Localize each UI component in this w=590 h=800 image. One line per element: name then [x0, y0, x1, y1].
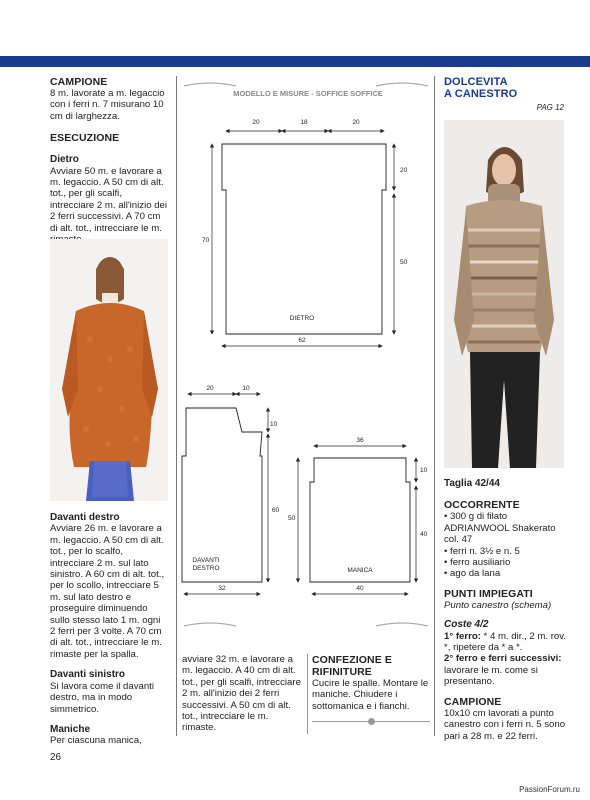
page-number: 26 — [50, 752, 62, 763]
confezione-section — [312, 654, 430, 712]
manica-dim-right-top: 10 — [420, 467, 428, 474]
manica-dim-right: 40 — [420, 531, 428, 538]
davanti-dim-top-left: 20 — [206, 385, 214, 392]
right-column-text — [444, 478, 568, 742]
model-title-2: A CANESTRO — [444, 88, 518, 100]
ferro1-text: * 4 m. dir., 2 m. rov. *, ripetere da * a *. — [444, 630, 567, 654]
middle-subdivider — [307, 654, 308, 734]
right-header — [444, 76, 564, 113]
ferro2-label: 2° ferro e ferri successivi: — [444, 653, 562, 665]
model-title-1: DOLCEVITA — [444, 76, 508, 88]
confezione-heading: CONFEZIONE E RIFINITURE — [312, 654, 392, 678]
watermark: PassionForum.ru — [519, 785, 580, 794]
dietro-dim-left: 70 — [202, 237, 210, 244]
decorative-slider-line — [312, 720, 430, 724]
sweater-photo — [444, 120, 564, 468]
occorrente-item: • ferro ausiliario — [444, 557, 511, 569]
occorrente-item: • 300 g di filato ADRIANWOOL Shakerato col. 47 — [444, 511, 556, 546]
davanti-dim-right: 60 — [272, 507, 280, 514]
davanti-sinistro-text: Si lavora come il davanti destro, ma in modo simmetrico. — [50, 680, 154, 715]
maniche-heading: Maniche — [50, 723, 91, 735]
campione-right-heading: CAMPIONE — [444, 695, 502, 708]
schema-diagram — [180, 76, 432, 726]
page-reference: PAG 12 — [536, 103, 564, 112]
davanti-dim-bottom: 32 — [218, 585, 226, 592]
manica-label: MANICA — [347, 567, 373, 574]
davanti-dim-right-top: 10 — [270, 421, 278, 428]
dietro-dim-right-top: 20 — [400, 167, 408, 174]
ferro1-paragraph — [444, 631, 568, 654]
column-divider-left — [176, 76, 177, 736]
campione-text: 8 m. lavorate a m. legaccio con i ferri n. 7 misurano 10 cm di larghezza. — [50, 88, 165, 122]
cardigan-photo — [50, 239, 168, 501]
dietro-dim-top-left: 20 — [252, 119, 260, 126]
maniche-continued — [182, 654, 304, 734]
campione-right-text: 10x10 cm lavorati a punto canestro con i ferri n. 5 sono pari a 28 m. e 22 ferri. — [444, 707, 566, 742]
dietro-dim-right-bottom: 50 — [400, 259, 408, 266]
manica-dim-top: 36 — [356, 437, 364, 444]
left-column — [50, 76, 168, 245]
dietro-label: DIETRO — [289, 315, 315, 322]
ferro2-paragraph — [444, 653, 568, 687]
left-column-lower — [50, 512, 168, 747]
davanti-dim-top-right: 10 — [242, 385, 250, 392]
maniche-cont-text: avviare 32 m. e lavorare a m. legaccio. A 40 cm di alt. tot., per gli scalfi, intrecciare 2 m. all'inizio dei 2 ferri successivi. A 50 cm di alt. tot., intrecciare le m. rimaste. — [182, 654, 301, 734]
occorrente-item: • ago da lana — [444, 568, 501, 580]
campione-heading: CAMPIONE — [50, 76, 108, 88]
dietro-text: Avviare 50 m. e lavorare a m. legaccio. A 50 cm di alt. tot., per gli scalfi, intrecciare 2 m. all'inizio dei 2 ferri successivi. A 70 cm di alt. tot., intrecciare le m. — [50, 165, 168, 234]
davanti-destro-heading: Davanti destro — [50, 512, 120, 523]
dietro-dim-top-mid: 18 — [300, 119, 308, 126]
taglia: Taglia 42/44 — [444, 478, 500, 489]
davanti-label-1: DAVANTI — [192, 557, 220, 564]
punti-text: Punto canestro (schema) — [444, 599, 552, 611]
top-color-bar — [0, 56, 590, 67]
davanti-sinistro-heading: Davanti sinistro — [50, 669, 126, 681]
dietro-dim-bottom: 62 — [298, 337, 306, 344]
coste-heading: Coste 4/2 — [444, 619, 489, 631]
manica-dim-left: 50 — [288, 515, 296, 522]
schema-header: MODELLO E MISURE - SOFFICE SOFFICE — [233, 89, 383, 98]
manica-dim-bottom: 40 — [356, 585, 364, 592]
dietro-heading: Dietro — [50, 154, 79, 166]
occorrente-heading: OCCORRENTE — [444, 499, 520, 512]
davanti-label-2: DESTRO — [192, 565, 220, 572]
esecuzione-heading: ESECUZIONE — [50, 132, 120, 145]
confezione-text: Cucire le spalle. Montare le maniche. Chiudere i sottomanica e i fianchi. — [312, 678, 429, 712]
punti-heading: PUNTI IMPIEGATI — [444, 587, 533, 600]
occorrente-item: • ferri n. 3½ e n. 5 — [444, 545, 520, 557]
ferro2-text: lavorare le m. come si presentano. — [444, 664, 538, 688]
ferro1-label: 1° ferro: — [444, 630, 481, 642]
column-divider-right — [434, 76, 435, 736]
maniche-text: Per ciascuna manica, — [50, 735, 142, 747]
dietro-dim-top-right: 20 — [352, 119, 360, 126]
davanti-destro-text: Avviare 26 m. e lavorare a m. legaccio. A 50 cm di alt. tot., per lo scalfo, intrecciare 2 m. sul lato sinistro. A 60 cm di alt. tot., per lo scollo, intrecciare 5 m. sul lato destro e proseguire diminuendo sullo stesso lato 1 m. ogni 2 ferri per 3 volte. A 70 cm di alt. tot., intrecciare le m. rimaste per la spalla. — [50, 523, 165, 660]
